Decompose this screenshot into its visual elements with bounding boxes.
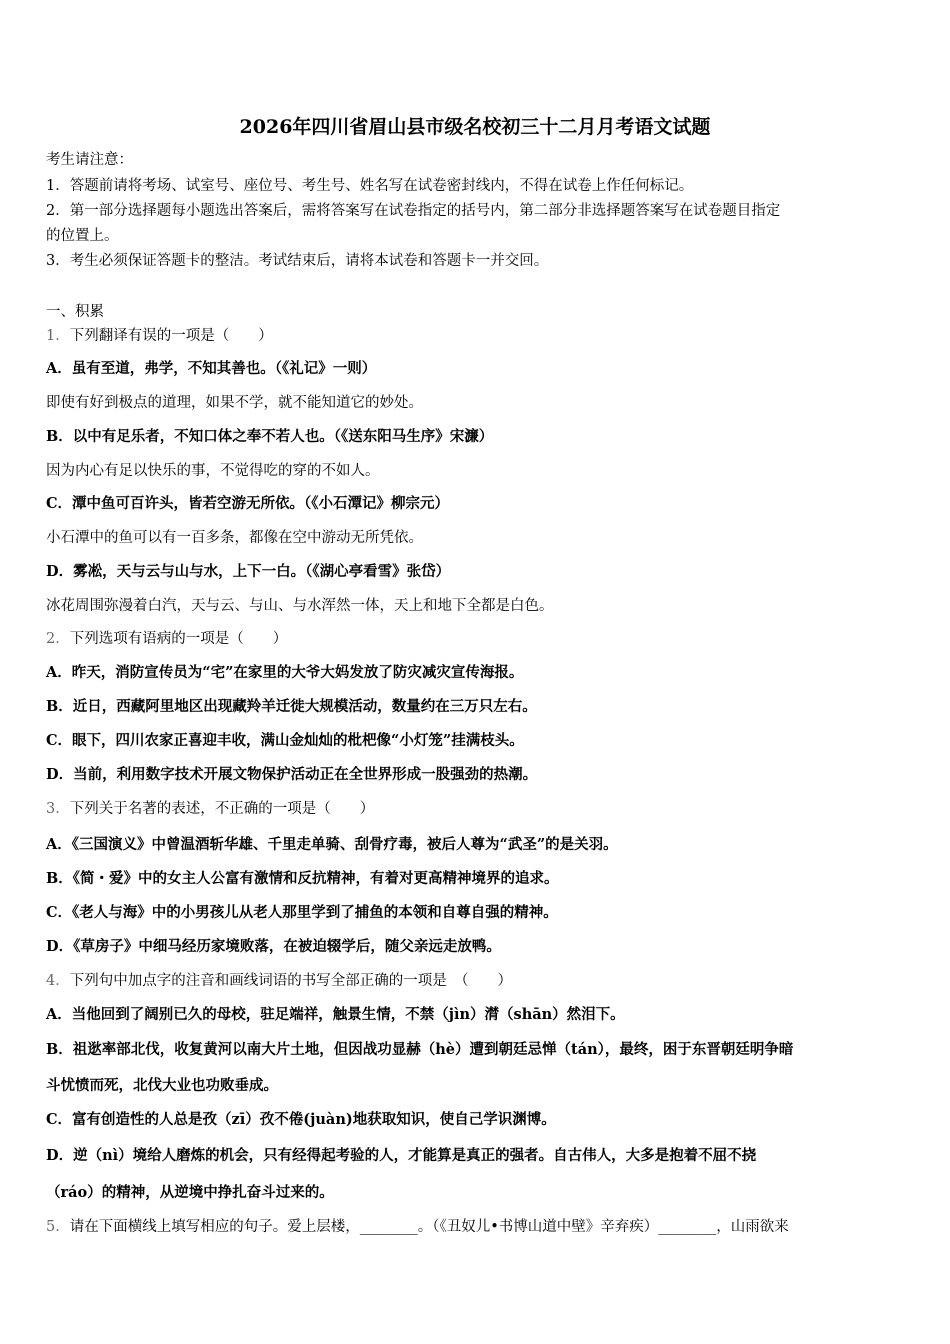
question-number: 2． [46, 631, 70, 647]
q4-option-a: A．当他回到了阔别已久的母校，驻足端祥，触景生情，不禁（jìn）潸（shān）然泪下。 [46, 1006, 625, 1023]
question-stem: 下列选项有语病的一项是（ ） [69, 631, 288, 647]
question-number: 1． [46, 328, 70, 344]
q1-option-d-translation: 冰花周围弥漫着白汽，天与云、与山、与水浑然一体，天上和地下全都是白色。 [46, 598, 554, 614]
question-4 [46, 971, 512, 991]
question-stem: 请在下面横线上填写相应的句子。爱上层楼，________。（《丑奴儿•书博山道中壁》辛弃疾）________，山雨欲来 [69, 1219, 789, 1235]
question-stem: 下列翻译有误的一项是（ ） [69, 328, 273, 344]
question-5 [46, 1217, 904, 1237]
q3-option-d: D．《草房子》中细马经历家境败落，在被迫辍学后，随父亲远走放鸭。 [46, 938, 501, 955]
question-number: 5． [46, 1219, 70, 1235]
question-3 [46, 799, 374, 819]
notice-item-3: 3．考生必须保证答题卡的整洁。考试结束后，请将本试卷和答题卡一并交回。 [46, 253, 549, 269]
q4-option-b: B．祖逖率部北伐，收复黄河以南大片土地，但因战功显赫（hè）遭到朝廷忌惮（tán），最终，困于东晋朝廷明争暗 [46, 1041, 794, 1058]
q1-option-b: B．以中有足乐者，不知口体之奉不若人也。（《送东阳马生序》宋濂） [46, 428, 494, 445]
q2-option-b: B．近日，西藏阿里地区出现藏羚羊迁徙大规模活动，数量约在三万只左右。 [46, 698, 537, 715]
q4-option-d: D．逆（nì）境给人磨炼的机会，只有经得起考验的人，才能算是真正的强者。自古伟人，大多是抱着不屈不挠 [46, 1147, 757, 1164]
q4-option-b-cont: 斗忧愤而死，北伐大业也功败垂成。 [46, 1077, 278, 1094]
q3-option-b: B．《简・爱》中的女主人公富有激情和反抗精神，有着对更高精神境界的追求。 [46, 870, 559, 887]
question-2 [46, 629, 287, 649]
question-number: 3． [46, 801, 70, 817]
q4-option-c: C．富有创造性的人总是孜（zī）孜不倦(juàn)地获取知识，使自己学识渊博。 [46, 1111, 556, 1128]
q3-option-a: A．《三国演义》中曾温酒斩华雄、千里走单骑、刮骨疗毒，被后人尊为“武圣”的是关羽。 [46, 836, 618, 853]
notice-item-2-cont: 的位置上。 [46, 228, 119, 244]
q1-option-b-translation: 因为内心有足以快乐的事，不觉得吃的穿的不如人。 [46, 463, 380, 479]
q1-option-a-translation: 即使有好到极点的道理，如果不学，就不能知道它的妙处。 [46, 395, 423, 411]
question-stem: 下列关于名著的表述，不正确的一项是（ ） [69, 801, 375, 817]
q1-option-c-translation: 小石潭中的鱼可以有一百多条，都像在空中游动无所凭依。 [46, 530, 423, 546]
notice-item-2: 2．第一部分选择题每小题选出答案后，需将答案写在试卷指定的括号内，第二部分非选择题答案写在试卷题目指定 [46, 203, 781, 219]
question-number: 4． [46, 973, 70, 989]
section-heading: 一、积累 [46, 304, 104, 320]
question-stem: 下列句中加点字的注音和画线词语的书写全部正确的一项是 （ ） [69, 973, 512, 989]
q3-option-c: C．《老人与海》中的小男孩儿从老人那里学到了捕鱼的本领和自尊自强的精神。 [46, 904, 558, 921]
q1-option-d: D．雾凇，天与云与山与水，上下一白。（《湖心亭看雪》张岱） [46, 563, 451, 580]
q1-option-c: C．潭中鱼可百许头，皆若空游无所依。（《小石潭记》柳宗元） [46, 495, 450, 512]
q2-option-d: D．当前，利用数字技术开展文物保护活动正在全世界形成一股强劲的热潮。 [46, 766, 538, 783]
q2-option-c: C．眼下，四川农家正喜迎丰收，满山金灿灿的枇杷像“小灯笼”挂满枝头。 [46, 732, 524, 749]
q4-option-d-cont: （ráo）的精神，从逆境中挣扎奋斗过来的。 [46, 1184, 334, 1201]
notice-item-1: 1．答题前请将考场、试室号、座位号、考生号、姓名写在试卷密封线内，不得在试卷上作任何标记。 [46, 178, 694, 194]
page-title: 2026年四川省眉山县市级名校初三十二月月考语文试题 [239, 116, 711, 138]
notice-heading: 考生请注意： [46, 152, 133, 168]
q2-option-a: A．昨天，消防宣传员为“宅”在家里的大爷大妈发放了防灾减灾宣传海报。 [46, 664, 524, 681]
q1-option-a: A．虽有至道，弗学，不知其善也。（《礼记》一则） [46, 360, 377, 377]
question-1 [46, 326, 273, 346]
